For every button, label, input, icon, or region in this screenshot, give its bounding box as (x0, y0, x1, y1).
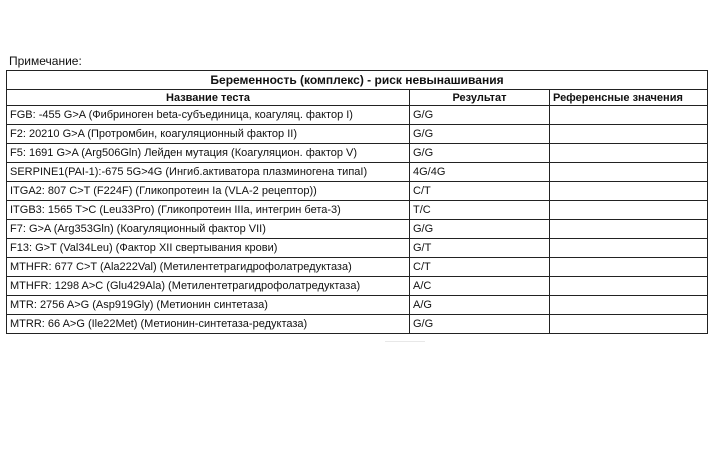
result-cell: T/C (410, 201, 550, 220)
reference-cell (550, 315, 708, 334)
reference-cell (550, 163, 708, 182)
note-label: Примечание: (9, 54, 82, 68)
test-name-cell: F2: 20210 G>A (Протромбин, коагуляционный фактор II) (7, 125, 410, 144)
result-cell: C/T (410, 182, 550, 201)
header-row (7, 90, 708, 106)
reference-cell (550, 144, 708, 163)
result-cell: A/C (410, 277, 550, 296)
table-row (7, 296, 708, 315)
reference-cell (550, 201, 708, 220)
result-cell: C/T (410, 258, 550, 277)
reference-cell (550, 182, 708, 201)
table-row (7, 182, 708, 201)
reference-cell (550, 125, 708, 144)
reference-cell (550, 106, 708, 125)
test-name-cell: ITGA2: 807 C>T (F224F) (Гликопротеин Ia (VLA-2 рецептор)) (7, 182, 410, 201)
result-cell: G/G (410, 220, 550, 239)
section-title: Беременность (комплекс) - риск невынашивания (7, 71, 708, 90)
table-row (7, 125, 708, 144)
result-cell: A/G (410, 296, 550, 315)
test-name-cell: MTRR: 66 A>G (Ile22Met) (Метионин-синтетаза-редуктаза) (7, 315, 410, 334)
reference-cell (550, 239, 708, 258)
section-title-row (7, 71, 708, 90)
result-cell: G/G (410, 125, 550, 144)
results-table (6, 70, 708, 334)
test-name-cell: MTHFR: 1298 A>C (Glu429Ala) (Метилентетрагидрофолатредуктаза) (7, 277, 410, 296)
result-cell: 4G/4G (410, 163, 550, 182)
column-header-test-name: Название теста (7, 90, 410, 106)
table-row (7, 220, 708, 239)
column-header-result: Результат (410, 90, 550, 106)
result-cell: G/G (410, 106, 550, 125)
reference-cell (550, 220, 708, 239)
test-name-cell: F13: G>T (Val34Leu) (Фактор XII свертывания крови) (7, 239, 410, 258)
result-cell: G/T (410, 239, 550, 258)
reference-cell (550, 277, 708, 296)
table-row (7, 163, 708, 182)
table-row (7, 315, 708, 334)
table-row (7, 239, 708, 258)
test-name-cell: ITGB3: 1565 T>C (Leu33Pro) (Гликопротеин IIIa, интегрин бета-3) (7, 201, 410, 220)
table-row (7, 277, 708, 296)
test-name-cell: FGB: -455 G>A (Фибриноген beta-субъединица, коагуляц. фактор I) (7, 106, 410, 125)
column-header-reference: Референсные значения (550, 90, 708, 106)
reference-cell (550, 296, 708, 315)
test-name-cell: MTHFR: 677 C>T (Ala222Val) (Метилентетрагидрофолатредуктаза) (7, 258, 410, 277)
result-cell: G/G (410, 315, 550, 334)
results-body (7, 106, 708, 334)
test-name-cell: F5: 1691 G>A (Arg506Gln) Лейден мутация (Коагуляцион. фактор V) (7, 144, 410, 163)
table-row (7, 144, 708, 163)
result-cell: G/G (410, 144, 550, 163)
table-row (7, 258, 708, 277)
test-name-cell: F7: G>A (Arg353Gln) (Коагуляционный фактор VII) (7, 220, 410, 239)
test-name-cell: MTR: 2756 A>G (Asp919Gly) (Метионин синтетаза) (7, 296, 410, 315)
divider (385, 341, 425, 342)
table-row (7, 106, 708, 125)
table-row (7, 201, 708, 220)
reference-cell (550, 258, 708, 277)
test-name-cell: SERPINE1(PAI-1):-675 5G>4G (Ингиб.активатора плазминогена типаI) (7, 163, 410, 182)
